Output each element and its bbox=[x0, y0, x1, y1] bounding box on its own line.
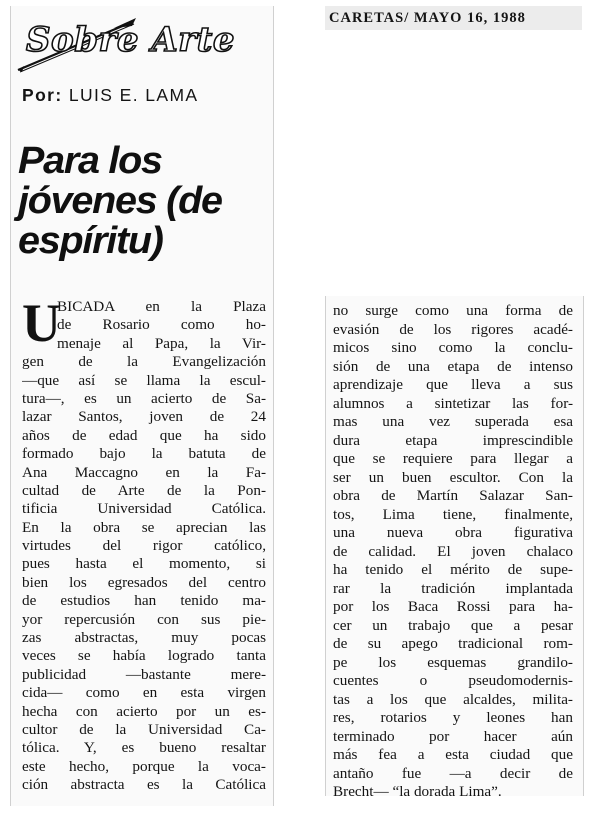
text-line: cuentes o pseudomodernis- bbox=[333, 672, 573, 689]
text-line: En la obra se aprecian las bbox=[22, 518, 266, 536]
text-line: tificia Universidad Católica. bbox=[22, 500, 266, 518]
text-line: aprendizaje que lleva a sus bbox=[333, 376, 573, 393]
text-line: de estudios han tenido ma- bbox=[22, 592, 266, 610]
text-line: alumnos a sintetizar las for- bbox=[333, 394, 573, 412]
text-line: publicidad —bastante mere- bbox=[22, 665, 266, 683]
text-line: —que así se llama la escul- bbox=[22, 371, 266, 389]
byline-author: LUIS E. LAMA bbox=[68, 85, 199, 105]
text-line: cultad de Arte de la Pon- bbox=[22, 481, 266, 499]
text-line: cida— como en esta virgen bbox=[22, 684, 266, 702]
text-line: ha tenido el mérito de supe- bbox=[333, 561, 573, 578]
text-line: veces se había logrado tanta bbox=[22, 647, 266, 665]
article-column-right bbox=[333, 302, 573, 802]
article-headline bbox=[18, 141, 278, 261]
text-line: de calidad. El joven chalaco bbox=[333, 542, 573, 560]
text-line: zas abstractas, muy pocas bbox=[22, 629, 266, 647]
text-line: micos sino como la conclu- bbox=[333, 339, 573, 356]
text-line: pe los esquemas grandilo- bbox=[333, 653, 573, 671]
text-line: no surge como una forma de bbox=[333, 302, 573, 319]
text-line: una nueva obra figurativa bbox=[333, 524, 573, 541]
text-line: Brecht— “la dorada Lima”. bbox=[333, 783, 502, 800]
text-line: este hecho, porque la voca- bbox=[22, 757, 266, 775]
text-line: dura etapa imprescindible bbox=[333, 431, 573, 449]
text-line: yor repercusión con sus pie- bbox=[22, 610, 266, 628]
text-line: ción abstracta es la Católica bbox=[22, 776, 266, 794]
text-line: tas a los que alcaldes, milita- bbox=[333, 690, 573, 708]
text-line: ser un buen escultor. Con la bbox=[333, 468, 573, 486]
text-line: por los Baca Rossi para ha- bbox=[333, 598, 573, 615]
headline-line: Para los bbox=[18, 140, 162, 182]
headline-line: espíritu) bbox=[18, 220, 163, 262]
text-line: que se requiere para llegar a bbox=[333, 450, 573, 467]
text-line: formado bajo la batuta de bbox=[22, 445, 266, 463]
text-line: rar la tradición implantada bbox=[333, 579, 573, 597]
text-line: más fea a esta ciudad que bbox=[333, 746, 573, 763]
headline-line: jóvenes (de bbox=[18, 180, 222, 222]
text-line: cer un trabajo que a pesar bbox=[333, 616, 573, 634]
text-line: menaje al Papa, la Vir- bbox=[57, 334, 266, 352]
text-line: pues hasta el momento, si bbox=[22, 555, 266, 573]
article-column-left bbox=[22, 293, 266, 795]
text-line: bien los egresados del centro bbox=[22, 573, 266, 591]
text-line: tólica. Y, es bueno resaltar bbox=[22, 739, 266, 757]
text-line: Ana Maccagno en la Fa- bbox=[22, 463, 266, 481]
text-line: hecha con acierto por un es- bbox=[22, 702, 266, 720]
drop-cap: U bbox=[22, 293, 61, 353]
text-line: terminado por hacer aún bbox=[333, 727, 573, 745]
text-line: gen de la Evangelización bbox=[22, 353, 266, 371]
text-line: lazar Santos, joven de 24 bbox=[22, 408, 266, 426]
text-line: años de edad que ha sido bbox=[22, 426, 266, 444]
text-line: sión de una etapa de intenso bbox=[333, 357, 573, 375]
text-line: cultor de la Universidad Ca- bbox=[22, 720, 266, 738]
byline-label: Por: bbox=[22, 85, 63, 105]
section-logo-text: Sobre Arte bbox=[26, 20, 236, 60]
section-logo bbox=[14, 16, 248, 74]
text-line: antaño fue —a decir de bbox=[333, 764, 573, 782]
text-line: de Rosario como ho- bbox=[57, 316, 266, 334]
text-line: virtudes del rigor católico, bbox=[22, 537, 266, 555]
text-line: de su apego tradicional rom- bbox=[333, 635, 573, 652]
text-line: evasión de los rigores acadé- bbox=[333, 320, 573, 338]
text-line: res, rotarios y leones han bbox=[333, 709, 573, 726]
publication-date-header: CARETAS/ MAYO 16, 1988 bbox=[325, 6, 582, 30]
text-line: obra de Martín Salazar San- bbox=[333, 487, 573, 504]
text-line: tos, Lima tiene, finalmente, bbox=[333, 505, 573, 523]
text-line: tura—, es un acierto de Sa- bbox=[22, 389, 266, 407]
byline bbox=[22, 84, 199, 106]
text-line: BICADA en la Plaza bbox=[57, 298, 266, 315]
text-line: mas una vez superada esa bbox=[333, 413, 573, 430]
